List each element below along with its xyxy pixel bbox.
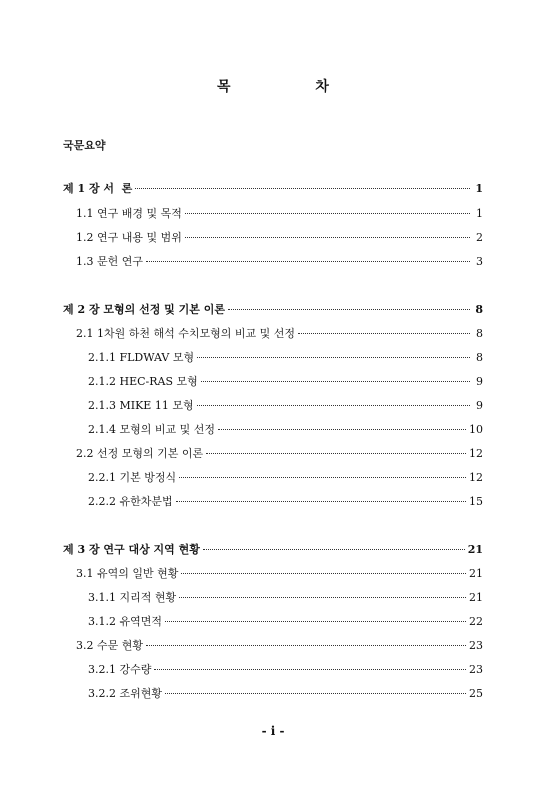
toc-page: 10 <box>469 423 483 436</box>
toc-section[interactable] <box>76 566 483 582</box>
leader-dots <box>165 621 466 622</box>
leader-dots <box>179 477 466 478</box>
leader-dots <box>228 309 470 310</box>
toc-subsection[interactable] <box>88 398 483 414</box>
toc-label: 2.2 선정 모형의 기본 이론 <box>76 447 204 460</box>
leader-dots <box>179 597 466 598</box>
toc-label: 제 1 장 서 론 <box>63 182 133 195</box>
toc-label: 1.2 연구 내용 및 범위 <box>76 231 182 244</box>
toc-page: 8 <box>475 303 483 316</box>
toc-label: 3.2.2 조위현황 <box>88 687 162 700</box>
toc-page: 1 <box>476 207 483 220</box>
toc-label: 2.1.2 HEC-RAS 모형 <box>88 375 198 388</box>
toc-chapter-1[interactable] <box>63 181 483 197</box>
toc-label: 제 2 장 모형의 선정 및 기본 이론 <box>63 303 225 316</box>
toc-page: 21 <box>469 567 483 580</box>
toc-label: 2.2.2 유한차분법 <box>88 495 173 508</box>
toc-subsection[interactable] <box>88 350 483 366</box>
toc-chapter-2[interactable] <box>63 302 483 318</box>
toc-subsection[interactable] <box>88 494 483 510</box>
leader-dots <box>135 188 470 189</box>
leader-dots <box>146 645 466 646</box>
summary-heading: 국문요약 <box>63 139 106 152</box>
toc-label: 1.1 연구 배경 및 목적 <box>76 207 182 220</box>
toc-subsection[interactable] <box>88 662 483 678</box>
toc-section[interactable] <box>76 446 483 462</box>
toc-page: 15 <box>469 495 483 508</box>
toc-page: 8 <box>476 327 483 340</box>
leader-dots <box>201 381 470 382</box>
toc-label: 2.1 1차원 하천 해석 수치모형의 비교 및 선정 <box>76 327 295 340</box>
toc-page: 23 <box>469 639 483 652</box>
leader-dots <box>181 573 466 574</box>
toc-subsection[interactable] <box>88 374 483 390</box>
toc-page: 8 <box>476 351 483 364</box>
toc-page: 21 <box>469 591 483 604</box>
toc-label: 1.3 문헌 연구 <box>76 255 143 268</box>
toc-label: 3.2.1 강수량 <box>88 663 152 676</box>
toc-subsection[interactable] <box>88 470 483 486</box>
toc-page: 1 <box>475 182 483 195</box>
toc-subsection[interactable] <box>88 590 483 606</box>
toc-label: 2.1.4 모형의 비교 및 선정 <box>88 423 215 436</box>
leader-dots <box>185 213 470 214</box>
toc-label: 제 3 장 연구 대상 지역 현황 <box>63 543 200 556</box>
leader-dots <box>298 333 470 334</box>
toc-subsection[interactable] <box>88 614 483 630</box>
leader-dots <box>218 429 466 430</box>
toc-section[interactable] <box>76 254 483 270</box>
toc-section[interactable] <box>76 230 483 246</box>
toc-page: 21 <box>467 543 483 556</box>
toc-page: 22 <box>469 615 483 628</box>
toc-page: 2 <box>476 231 483 244</box>
toc-label: 3.2 수문 현황 <box>76 639 143 652</box>
leader-dots <box>203 549 465 550</box>
toc-subsection[interactable] <box>88 422 483 438</box>
toc-page: 23 <box>469 663 483 676</box>
toc-page: 12 <box>469 471 483 484</box>
leader-dots <box>146 261 470 262</box>
leader-dots <box>154 669 466 670</box>
toc-label: 2.1.1 FLDWAV 모형 <box>88 351 195 364</box>
leader-dots <box>185 237 470 238</box>
leader-dots <box>197 357 470 358</box>
toc-label: 3.1.2 유역면적 <box>88 615 162 628</box>
leader-dots <box>206 453 466 454</box>
toc-page: 12 <box>469 447 483 460</box>
toc-chapter-3[interactable] <box>63 542 483 558</box>
toc-page: 3 <box>476 255 483 268</box>
toc-section[interactable] <box>76 326 483 342</box>
leader-dots <box>165 693 466 694</box>
toc-page: 9 <box>476 375 483 388</box>
toc-label: 3.1 유역의 일반 현황 <box>76 567 179 580</box>
page-number-footer: - i - <box>261 724 285 738</box>
toc-section[interactable] <box>76 638 483 654</box>
page-title: 목 차 <box>217 79 369 95</box>
toc-page: 25 <box>469 687 483 700</box>
toc-label: 2.2.1 기본 방정식 <box>88 471 177 484</box>
leader-dots <box>197 405 470 406</box>
toc-section[interactable] <box>76 206 483 222</box>
toc-label: 2.1.3 MIKE 11 모형 <box>88 399 194 412</box>
leader-dots <box>176 501 466 502</box>
toc-label: 3.1.1 지리적 현황 <box>88 591 177 604</box>
toc-page: 9 <box>476 399 483 412</box>
toc-subsection[interactable] <box>88 686 483 702</box>
